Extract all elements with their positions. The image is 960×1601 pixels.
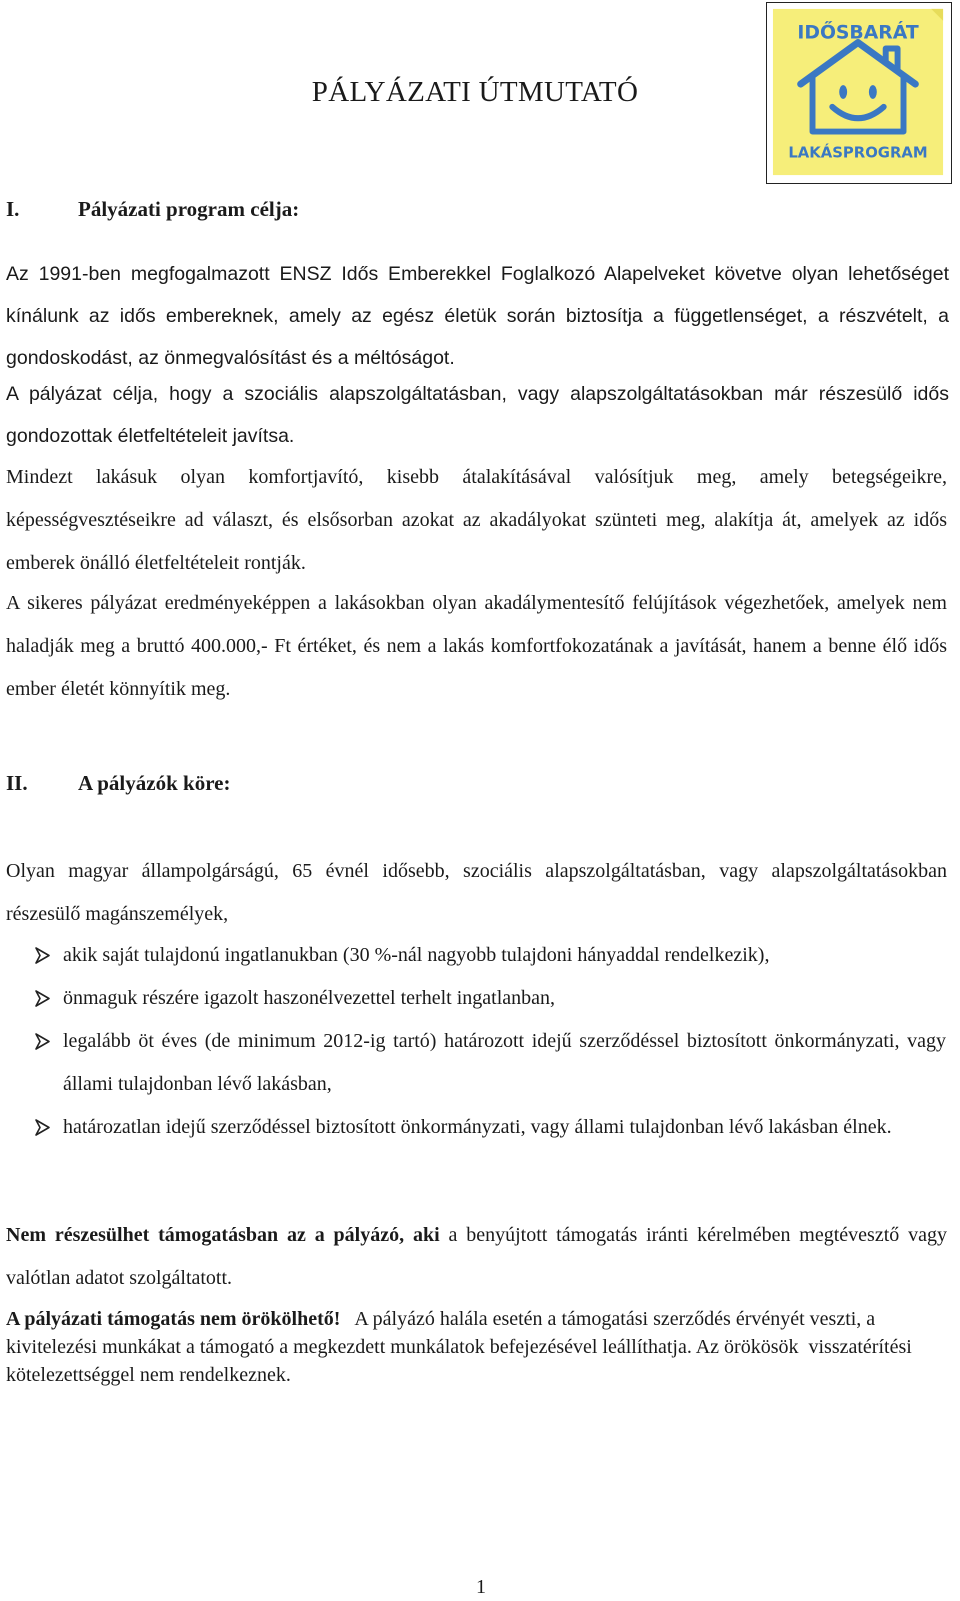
page-number: 1 bbox=[476, 1576, 486, 1598]
section1-paragraph-4 bbox=[6, 582, 947, 711]
arrow-bullet-icon bbox=[34, 1020, 52, 1063]
exclusion-bold-text: Nem részesülhet támogatásban az a pályázó, aki bbox=[6, 1224, 440, 1246]
section2-intro-text: Olyan magyar állampolgárságú, 65 évnél idősebb, szociális alapszolgáltatásban, vagy alapszolgáltatásokban részesülő magánszemélyek, bbox=[6, 860, 947, 925]
section2-intro bbox=[6, 850, 947, 936]
list-item bbox=[34, 977, 946, 1020]
inheritance-paragraph bbox=[6, 1305, 947, 1389]
list-item-text: akik saját tulajdonú ingatlanukban (30 %-nál nagyobb tulajdoni hányaddal rendelkezik), bbox=[63, 944, 770, 966]
section1-para3-text: Mindezt lakásuk olyan komfortjavító, kisebb átalakításával valósítjuk meg, amely betegségeikre, képességvesztéseikre ad választ, és elsősorban azokat az akadályokat szünteti meg, alakítja át, amelyek az idős emberek önálló életfeltételeit rontják. bbox=[6, 466, 947, 574]
inheritance-rest-text: A pályázó halála esetén a támogatási szerződés érvényét veszti, a kivitelezési munkákat a támogató a megkezdett munkálatok befejezésével leállíthatja. Az örökösök visszatérítési kötelezettséggel nem rendelkeznek. bbox=[6, 1308, 917, 1386]
section1-para1-text: Az 1991-ben megfogalmazott ENSZ Idős Emberekkel Foglalkozó Alapelveket követve olyan lehetőséget kínálunk az idős embereknek, amely az egész életük során biztosítja a függetlenséget, a részvételt, a gondoskodást, az önmegvalósítást és a méltóságot. bbox=[6, 263, 949, 369]
section1-para2-text: A pályázat célja, hogy a szociális alapszolgáltatásban, vagy alapszolgáltatásokban már részesülő idős gondozottak életfeltételeit javítsa. bbox=[6, 383, 949, 447]
exclusion-paragraph bbox=[6, 1214, 947, 1300]
list-item bbox=[34, 1106, 946, 1149]
logo-line1: IDŐSBARÁT bbox=[797, 22, 919, 44]
arrow-bullet-icon bbox=[34, 1106, 52, 1149]
section1-para4-text: A sikeres pályázat eredményeképpen a lakásokban olyan akadálymentesítő felújítások végezhetőek, amelyek nem haladják meg a bruttó 400.000,- Ft értéket, és nem a lakás komfortfokozatának a javítását, hanem a benne élő idős ember életét könnyítik meg. bbox=[6, 592, 947, 700]
section1-title: Pályázati program célja: bbox=[78, 197, 300, 221]
exclusion-rest-text: a benyújtott támogatás iránti kérelmében megtévesztő vagy valótlan adatot szolgáltatott. bbox=[6, 1224, 947, 1289]
list-item bbox=[34, 934, 946, 977]
list-item bbox=[34, 1020, 946, 1106]
section2-heading bbox=[6, 771, 230, 796]
inheritance-bold-text: A pályázati támogatás nem örökölhető! bbox=[6, 1308, 341, 1330]
list-item-text: határozatlan idejű szerződéssel biztosított önkormányzati, vagy állami tulajdonban lévő lakásban élnek. bbox=[63, 1116, 892, 1138]
section1-number: I. bbox=[6, 197, 20, 221]
logo-line2: LAKÁSPROGRAM bbox=[788, 144, 928, 162]
arrow-bullet-icon bbox=[34, 934, 52, 977]
section2-title: A pályázók köre: bbox=[78, 771, 231, 795]
arrow-bullet-icon bbox=[34, 977, 52, 1020]
section1-paragraph-2 bbox=[6, 373, 949, 457]
list-item-text: legalább öt éves (de minimum 2012-ig tartó) határozott idejű szerződéssel biztosított önkormányzati, vagy állami tulajdonban lévő lakásban, bbox=[63, 1030, 946, 1095]
section1-paragraph-1 bbox=[6, 253, 949, 379]
list-item-text: önmaguk részére igazolt haszonélvezettel terhelt ingatlanban, bbox=[63, 987, 556, 1009]
eligibility-list bbox=[34, 934, 946, 1149]
section1-heading bbox=[6, 197, 299, 222]
section1-paragraph-3 bbox=[6, 456, 947, 585]
section2-number: II. bbox=[6, 771, 28, 795]
page-title: PÁLYÁZATI ÚTMUTATÓ bbox=[311, 76, 639, 108]
